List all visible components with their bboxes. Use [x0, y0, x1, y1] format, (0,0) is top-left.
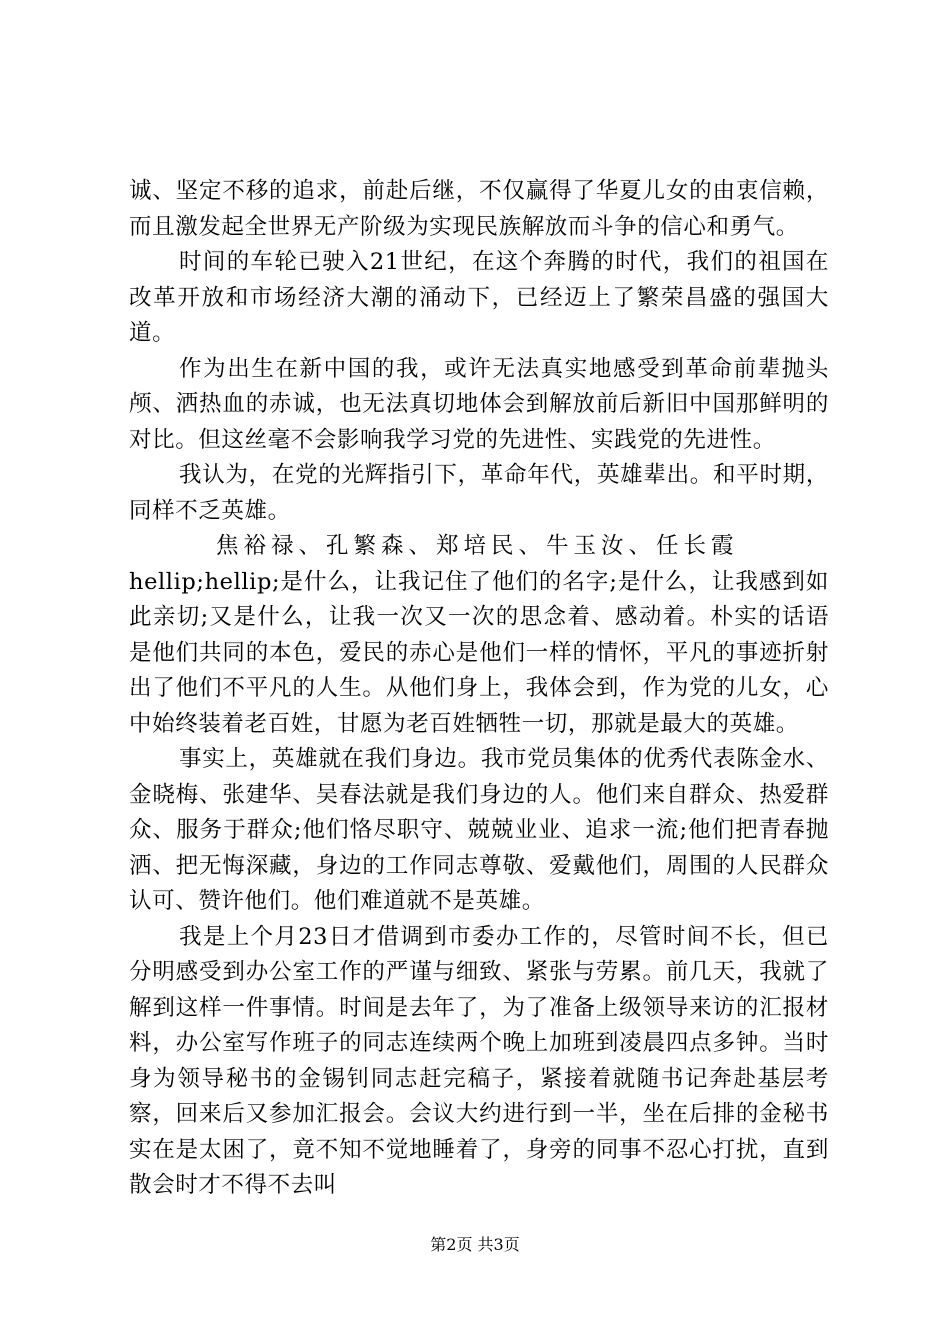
paragraph-5-heroes-list: 焦裕禄、孔繁森、郑培民、牛玉汝、任长霞: [216, 533, 739, 559]
document-body: [129, 174, 829, 1204]
paragraph-3: 作为出生在新中国的我，或许无法真实地感受到革命前辈抛头颅、洒热血的赤诚，也无法真切地体会到解放前后新旧中国那鲜明的对比。但这丝毫不会影响我学习党的先进性、实践党的先进性。: [129, 355, 829, 453]
paragraph-8: 我是上个月23日才借调到市委办工作的，尽管时间不长，但已分明感受到办公室工作的严谨与细致、紧张与劳累。前几天，我就了解到这样一件事情。时间是去年了，为了准备上级领导来访的汇报材料，办公室写作班子的同志连续两个晚上加班到凌晨四点多钟。当时身为领导秘书的金锡钊同志赶完稿子，紧接着就随书记奔赴基层考察，回来后又参加汇报会。会议大约进行到一半，坐在后排的金秘书实在是太困了，竟不知不觉地睡着了，身旁的同事不忍心打扰，直到散会时才不得不去叫: [129, 923, 829, 1198]
paragraph-6: hellip;hellip;是什么，让我记住了他们的名字;是什么，让我感到如此亲切;又是什么，让我一次又一次的思念着、感动着。朴实的话语是他们共同的本色，爱民的赤心是他们一样的情怀，平凡的事迹折射出了他们不平凡的人生。从他们身上，我体会到，作为党的儿女，心中始终装着老百姓，甘愿为老百姓牺牲一切，那就是最大的英雄。: [129, 568, 829, 737]
paragraph-1: 诚、坚定不移的追求，前赴后继，不仅赢得了华夏儿女的由衷信赖，而且激发起全世界无产阶级为实现民族解放而斗争的信心和勇气。: [129, 178, 829, 240]
page-footer: [0, 1235, 950, 1255]
paragraph-7: 事实上，英雄就在我们身边。我市党员集体的优秀代表陈金水、金晓梅、张建华、吴春法就是我们身边的人。他们来自群众、热爱群众、服务于群众;他们恪尽职守、兢兢业业、追求一流;他们把青春抛洒、把无悔深藏，身边的工作同志尊敬、爱戴他们，周围的人民群众认可、赞许他们。他们难道就不是英雄。: [129, 746, 829, 914]
paragraph-4: 我认为，在党的光辉指引下，革命年代，英雄辈出。和平时期，同样不乏英雄。: [129, 462, 829, 524]
page-number: 第2页 共3页: [430, 1235, 520, 1254]
paragraph-2: 时间的车轮已驶入21世纪，在这个奔腾的时代，我们的祖国在改革开放和市场经济大潮的涌动下，已经迈上了繁荣昌盛的强国大道。: [129, 249, 829, 346]
